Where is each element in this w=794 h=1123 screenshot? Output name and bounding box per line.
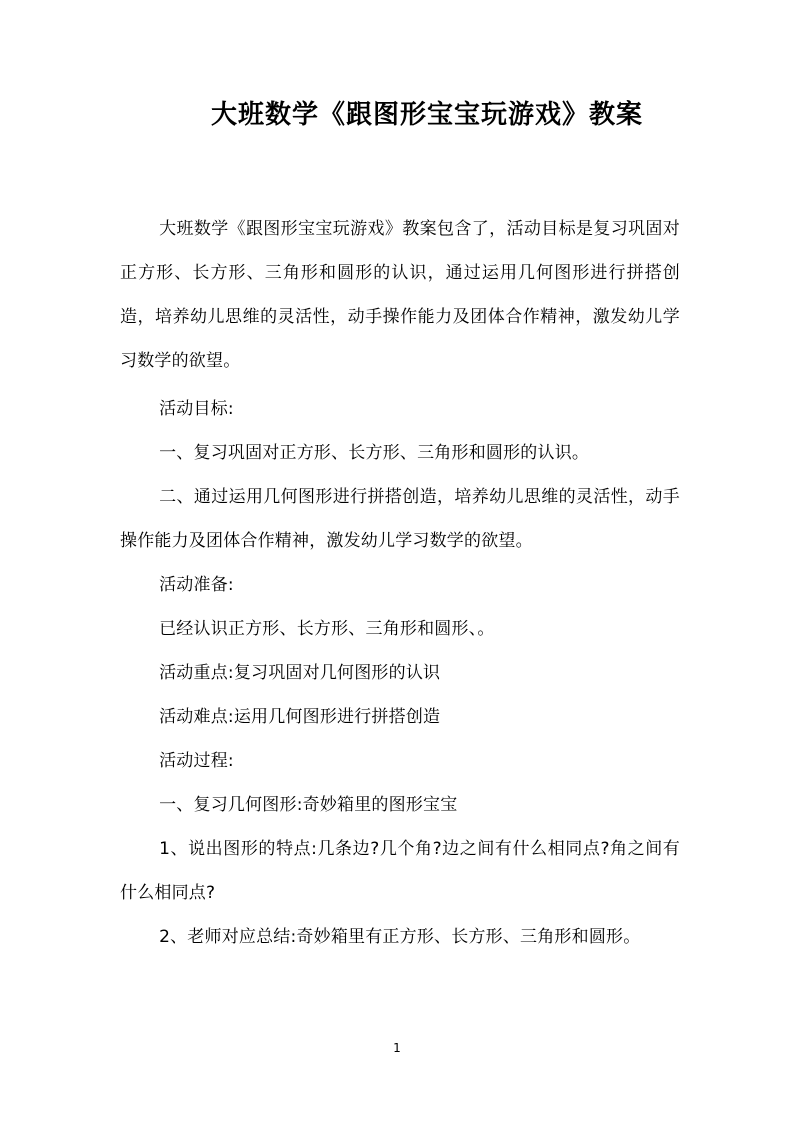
paragraph-activity-goals-heading: 活动目标: (159, 399, 234, 419)
paragraph-process-step-one: 一、复习几何图形:奇妙箱里的图形宝宝 (159, 795, 458, 815)
paragraph-preparation-content: 已经认识正方形、长方形、三角形和圆形、。 (159, 619, 495, 639)
paragraph-difficulty: 活动难点:运用几何图形进行拼搭创造 (159, 707, 441, 727)
paragraph-preparation-heading: 活动准备: (159, 575, 234, 595)
document-body (120, 207, 680, 959)
paragraph-goal-two: 二、通过运用几何图形进行拼搭创造，培养幼儿思维的灵活性，动手操作能力及团体合作精神，激发幼儿学习数学的欲望。 (120, 487, 680, 551)
paragraph-goal-one: 一、复习巩固对正方形、长方形、三角形和圆形的认识。 (159, 443, 590, 463)
paragraph-process-substep-two: 2、老师对应总结:奇妙箱里有正方形、长方形、三角形和圆形。 (159, 927, 641, 947)
paragraph-key-point: 活动重点:复习巩固对几何图形的认识 (159, 663, 441, 683)
paragraph-intro: 大班数学《跟图形宝宝玩游戏》教案包含了，活动目标是复习巩固对正方形、长方形、三角形和圆形的认识，通过运用几何图形进行拼搭创造，培养幼儿思维的灵活性，动手操作能力及团体合作精神，激发幼儿学习数学的欲望。 (120, 219, 680, 371)
paragraph-process-substep-one: 1、说出图形的特点:几条边?几个角?边之间有什么相同点?角之间有什么相同点? (120, 839, 680, 903)
page-number: 1 (393, 1041, 401, 1055)
paragraph-process-heading: 活动过程: (159, 751, 234, 771)
document-title: 大班数学《跟图形宝宝玩游戏》教案 (210, 100, 643, 130)
